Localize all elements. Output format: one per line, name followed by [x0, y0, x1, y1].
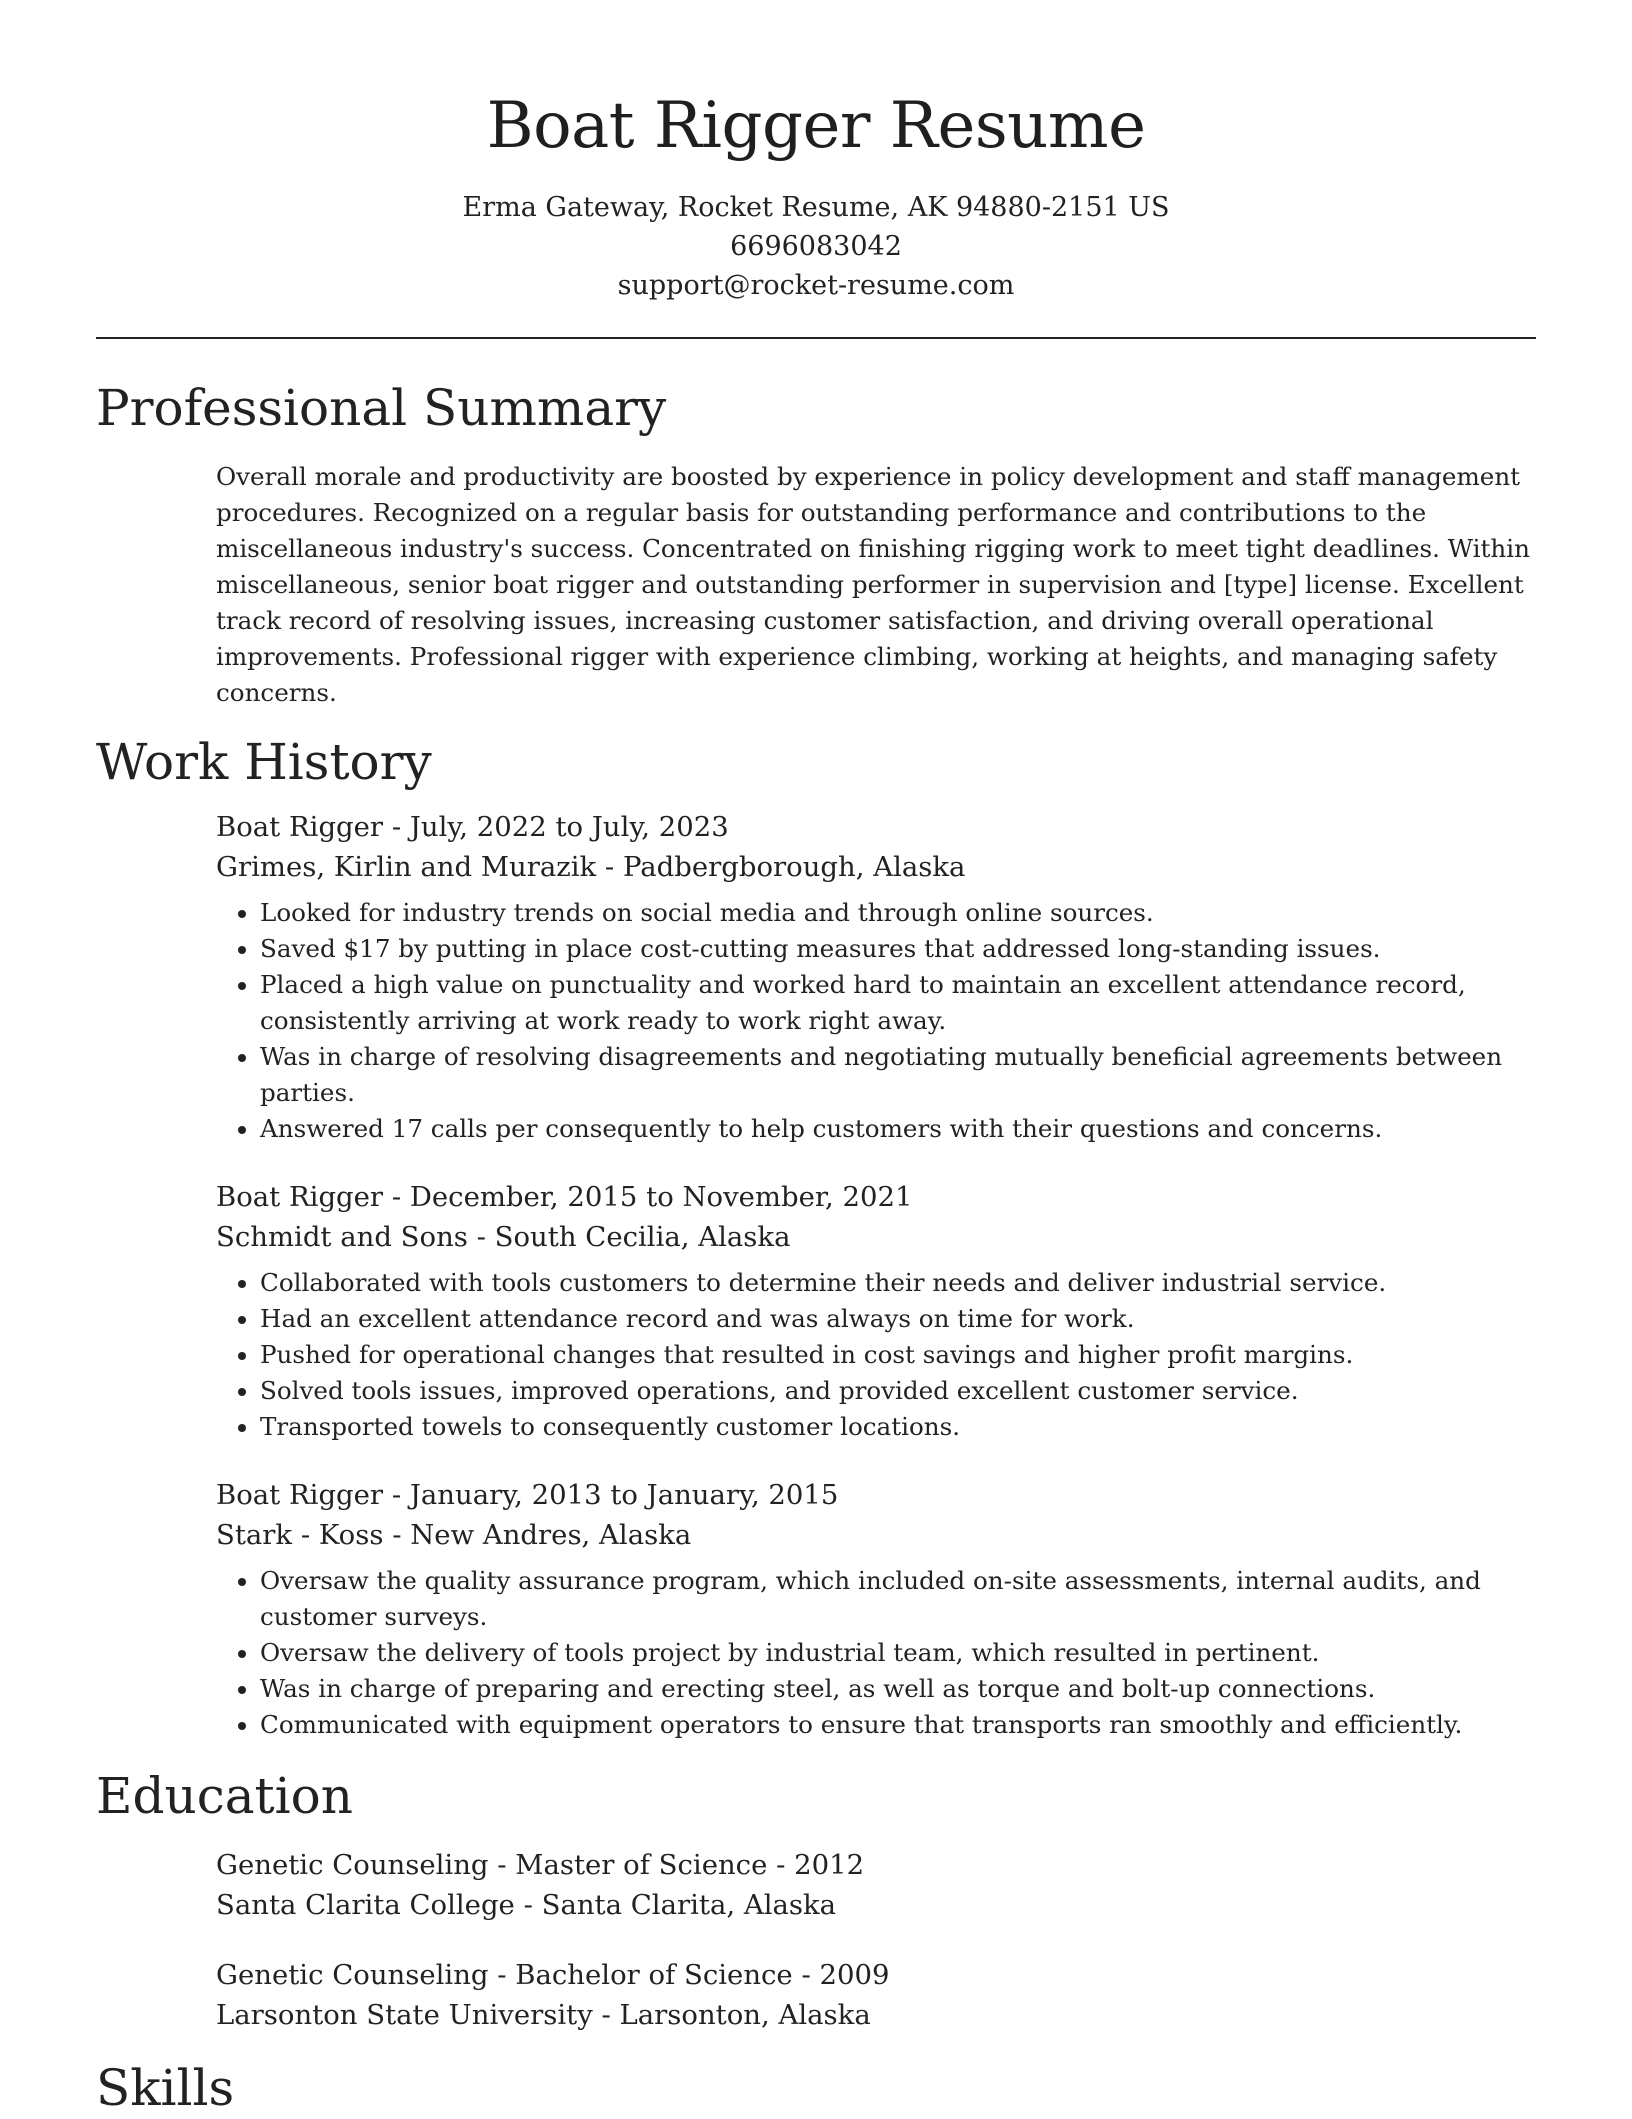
- duty-item: • Oversaw the delivery of tools project by industrial team, which resulted in pertinent.: [260, 1635, 1536, 1671]
- education-list: [216, 1845, 1536, 2035]
- job-title: Boat Rigger - January, 2013 to January, 2015: [216, 1479, 839, 1511]
- contact-email: support@rocket-resume.com: [617, 270, 1015, 301]
- summary-section: [96, 377, 1536, 711]
- skills-section: [96, 2057, 1536, 2119]
- resume-title: Boat Rigger Resume: [486, 89, 1146, 163]
- work-history-section: [96, 731, 1536, 1743]
- duty-item: • Was in charge of preparing and erecting steel, as well as torque and bolt-up connections.: [260, 1671, 1536, 1707]
- duty-item: • Saved $17 by putting in place cost-cutting measures that addressed long-standing issues.: [260, 931, 1536, 967]
- education-heading: Education: [96, 1767, 353, 1825]
- contact-address: Erma Gateway, Rocket Resume, AK 94880-2151 US: [462, 192, 1170, 223]
- education-entry: [216, 1955, 1536, 2035]
- header-divider: [96, 337, 1536, 339]
- skills-heading: Skills: [96, 2059, 235, 2117]
- work-history-heading: Work History: [96, 733, 432, 791]
- job-entry: [216, 1177, 1536, 1445]
- job-title: Boat Rigger - December, 2015 to November, 2021: [216, 1181, 913, 1213]
- summary-text: Overall morale and productivity are boosted by experience in policy development and staff management procedures. Recognized on a regular basis for outstanding performance and contributions to the miscellaneous industry's success. Concentrated on finishing rigging work to meet tight deadlines. Within miscellaneous, senior boat rigger and outstanding performer in supervision and [type] license. Excellent track record of resolving issues, increasing customer satisfaction, and driving overall operational improvements. Professional rigger with experience climbing, working at heights, and managing safety concerns.: [216, 462, 1530, 707]
- summary-heading: Professional Summary: [96, 379, 667, 437]
- resume-page: [96, 0, 1536, 2119]
- jobs-list: [216, 807, 1536, 1743]
- education-school: Larsonton State University - Larsonton, Alaska: [216, 1999, 871, 2031]
- job-title: Boat Rigger - July, 2022 to July, 2023: [216, 811, 729, 843]
- job-company: Stark - Koss - New Andres, Alaska: [216, 1519, 692, 1551]
- education-degree: Genetic Counseling - Bachelor of Science - 2009: [216, 1959, 890, 1991]
- contact-info: [96, 188, 1536, 305]
- job-duties: [216, 1265, 1536, 1445]
- job-company: Schmidt and Sons - South Cecilia, Alaska: [216, 1221, 791, 1253]
- resume-header: [96, 0, 1536, 305]
- education-degree: Genetic Counseling - Master of Science - 2012: [216, 1849, 865, 1881]
- duty-item: • Had an excellent attendance record and was always on time for work.: [260, 1301, 1536, 1337]
- duty-item: • Placed a high value on punctuality and worked hard to maintain an excellent attendance record, consistently arriving at work ready to work right away.: [260, 967, 1536, 1039]
- duty-item: • Oversaw the quality assurance program, which included on-site assessments, internal audits, and customer surveys.: [260, 1563, 1536, 1635]
- job-duties: [216, 1563, 1536, 1743]
- duty-item: • Transported towels to consequently customer locations.: [260, 1409, 1536, 1445]
- duty-item: • Looked for industry trends on social media and through online sources.: [260, 895, 1536, 931]
- duty-item: • Pushed for operational changes that resulted in cost savings and higher profit margins.: [260, 1337, 1536, 1373]
- contact-phone: 6696083042: [730, 231, 902, 262]
- education-section: [96, 1765, 1536, 2035]
- education-entry: [216, 1845, 1536, 1925]
- job-entry: [216, 807, 1536, 1147]
- job-company: Grimes, Kirlin and Murazik - Padbergborough, Alaska: [216, 851, 966, 883]
- duty-item: • Communicated with equipment operators to ensure that transports ran smoothly and efficiently.: [260, 1707, 1536, 1743]
- job-entry: [216, 1475, 1536, 1743]
- duty-item: • Collaborated with tools customers to determine their needs and deliver industrial service.: [260, 1265, 1536, 1301]
- duty-item: • Answered 17 calls per consequently to help customers with their questions and concerns.: [260, 1111, 1536, 1147]
- duty-item: • Solved tools issues, improved operations, and provided excellent customer service.: [260, 1373, 1536, 1409]
- education-school: Santa Clarita College - Santa Clarita, Alaska: [216, 1889, 837, 1921]
- job-duties: [216, 895, 1536, 1147]
- duty-item: • Was in charge of resolving disagreements and negotiating mutually beneficial agreements between parties.: [260, 1039, 1536, 1111]
